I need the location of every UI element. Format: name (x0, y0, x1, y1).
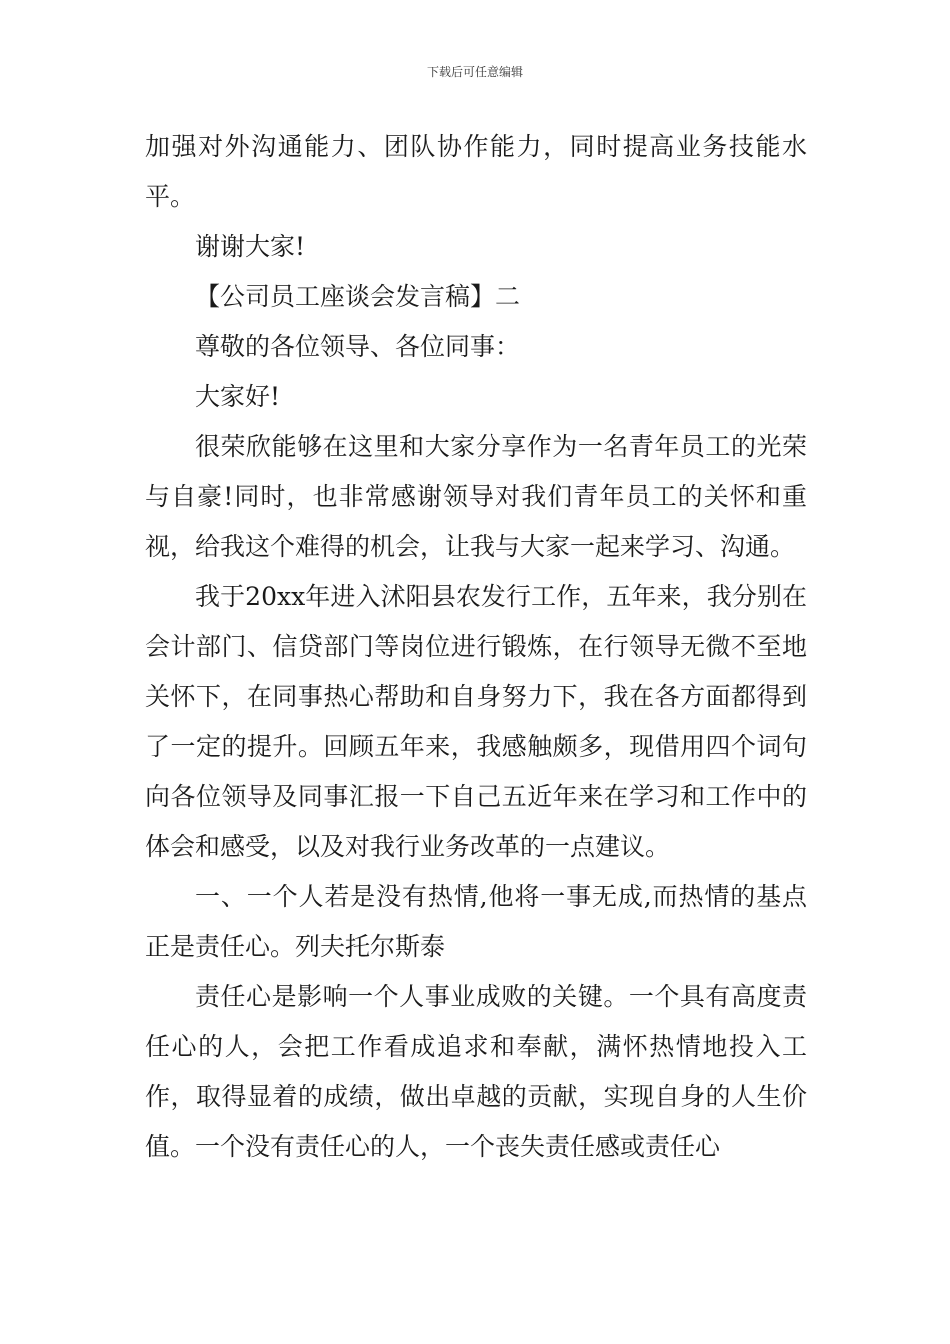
paragraph-2: 谢谢大家! (195, 232, 306, 261)
salutation: 尊敬的各位领导、各位同事： (195, 332, 521, 361)
section-title: 【公司员工座谈会发言稿】二 (195, 282, 521, 311)
page-header: 下载后可任意编辑 (426, 65, 523, 79)
paragraph-8: 一、一个人若是没有热情,他将一事无成,而热情的基点正是责任心。列夫托尔斯泰 (145, 882, 807, 961)
paragraph-1: 加强对外沟通能力、团队协作能力，同时提高业务技能水平。 (145, 132, 807, 211)
paragraph-9: 责任心是影响一个人事业成败的关键。一个具有高度责任心的人，会把工作看成追求和奉献，满怀热情地投入工作，取得显着的成绩，做出卓越的贡献，实现自身的人生价值。一个没有责任心的人，一个丧失责任感或责任心 (145, 982, 807, 1161)
greeting: 大家好! (195, 382, 281, 411)
document-body (145, 122, 807, 1172)
paragraph-6: 很荣欣能够在这里和大家分享作为一名青年员工的光荣与自豪!同时，也非常感谢领导对我们青年员工的关怀和重视，给我这个难得的机会，让我与大家一起来学习、沟通。 (145, 432, 807, 561)
paragraph-7: 我于20xx年进入沭阳县农发行工作，五年来，我分别在会计部门、信贷部门等岗位进行锻炼，在行领导无微不至地关怀下，在同事热心帮助和自身努力下，我在各方面都得到了一定的提升。回顾五年来，我感触颇多，现借用四个词句向各位领导及同事汇报一下自己五近年来在学习和工作中的体会和感受，以及对我行业务改革的一点建议。 (145, 582, 807, 861)
